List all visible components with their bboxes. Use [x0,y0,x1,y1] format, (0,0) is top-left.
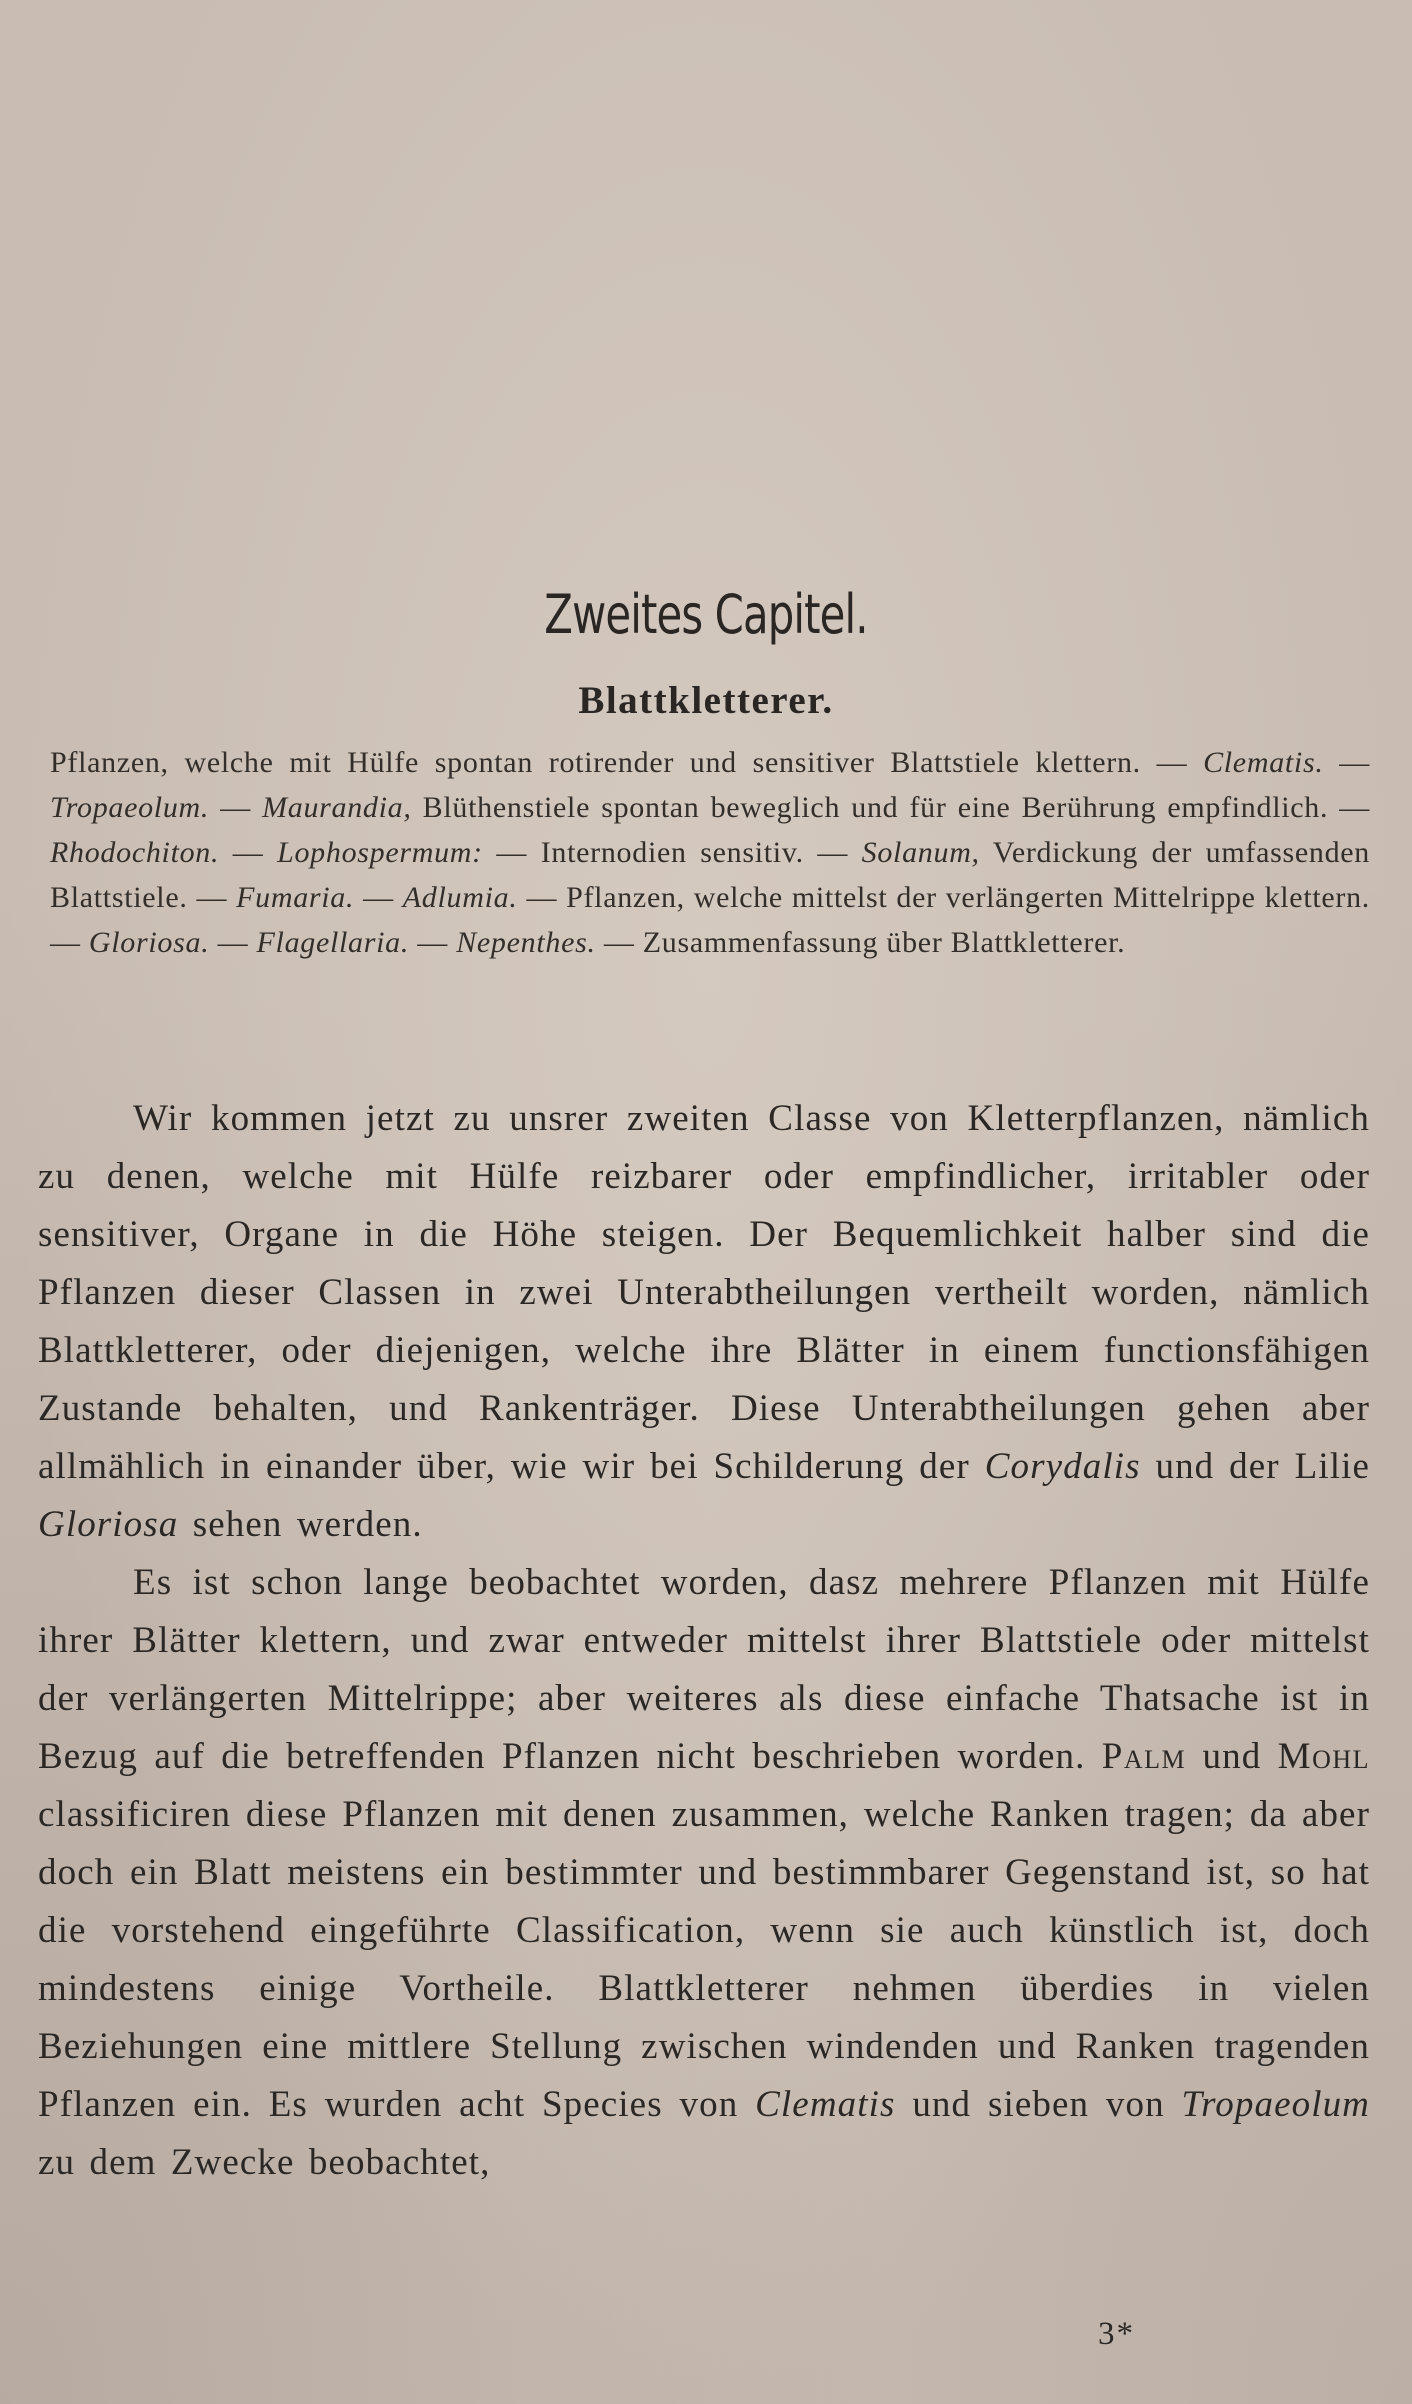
plant-name: Corydalis [984,1446,1141,1487]
plant-name: Solanum, [861,836,980,869]
paragraph-text: zu dem Zwecke beobachtet, [38,2142,491,2183]
summary-separator: — [409,926,457,959]
plant-name: Adlumia. [402,881,518,914]
chapter-title: Zweites Capitel. [544,583,868,646]
plant-name: Gloriosa. [88,926,210,959]
paragraph-text: und sieben von [895,2084,1182,2125]
summary-text: — Internodien sensitiv. — [482,836,862,869]
summary-text: Blüthenstiele spontan beweglich und für eine Berührung empfindlich. — [411,791,1370,824]
summary-text: — Zusammenfassung über Blattkletterer. [595,926,1126,959]
paragraph-text: sehen werden. [178,1504,423,1545]
chapter-summary [50,740,1370,965]
paragraph [38,1090,1370,1554]
author-name: Palm [1101,1736,1187,1777]
paragraph-text: classificiren diese Pflanzen mit denen zusammen, welche Ranken tragen; da aber doch ein Blatt meistens ein bestimmter und bestimmbarer Gegenstand ist, so hat die vorstehend eingeführte Classification, wenn sie auch künstlich ist, doch mindestens einige Vortheile. Blattkletterer nehmen überdies in vielen Beziehungen eine mittlere Stellung zwischen windenden und Ranken tragenden Pflanzen ein. Es wurden acht Species von [38,1794,1370,2125]
summary-text: Verdickung der umfassenden Blattstiele. — [50,836,1370,914]
plant-name: Tropaeolum. [50,791,210,824]
summary-separator: — [209,791,263,824]
summary-separator: — [209,926,257,959]
plant-name: Lophospermum: [277,836,483,869]
summary-separator: — [1323,746,1370,779]
paragraph-text: und [1186,1736,1278,1777]
paragraph-text: und der Lilie [1140,1446,1370,1487]
paragraph-text: Es ist schon lange beobachtet worden, dasz mehrere Pflanzen mit Hülfe ihrer Blätter klettern, und zwar entweder mittelst ihrer Blattstiele oder mittelst der verlängerten Mittelrippe; aber weiteres als diese einfache Thatsache ist in Bezug auf die betreffenden Pflanzen nicht beschrieben worden. [38,1562,1370,1777]
plant-name: Clematis [755,2084,896,2125]
summary-separator: — [219,836,278,869]
plant-name: Flagellaria. [256,926,410,959]
summary-separator: — [354,881,403,914]
plant-name: Gloriosa [38,1504,179,1545]
plant-name: Rhodochiton. [50,836,220,869]
plant-name: Maurandia, [262,791,412,824]
author-name: Mohl [1277,1736,1371,1777]
plant-name: Tropaeolum [1181,2084,1370,2125]
paragraph-text: Wir kommen jetzt zu unsrer zweiten Classe von Kletterpflanzen, nämlich zu denen, welche mit Hülfe reizbarer oder empfindlicher, irritabler oder sensitiver, Organe in die Höhe steigen. Der Bequemlichkeit halber sind die Pflanzen dieser Classen in zwei Unterabtheilungen vertheilt worden, nämlich Blattkletterer, oder diejenigen, welche ihre Blätter in einem functionsfähigen Zustande behalten, und Rankenträger. Diese Unterabtheilungen gehen aber allmählich in einander über, wie wir bei Schilderung der [38,1098,1370,1487]
plant-name: Clematis. [1203,746,1324,779]
summary-text: Pflanzen, welche mit Hülfe spontan rotirender und sensitiver Blattstiele klettern. — [50,746,1204,779]
plant-name: Fumaria. [236,881,355,914]
body-text [38,1090,1370,2192]
summary-text: — Pflanzen, welche mittelst der verlängerten Mittelrippe klettern. — [50,881,1370,959]
section-title: Blattkletterer. [578,679,834,722]
paragraph [38,1554,1370,2192]
plant-name: Nepenthes. [456,926,596,959]
page-number: 3* [1098,2316,1135,2352]
